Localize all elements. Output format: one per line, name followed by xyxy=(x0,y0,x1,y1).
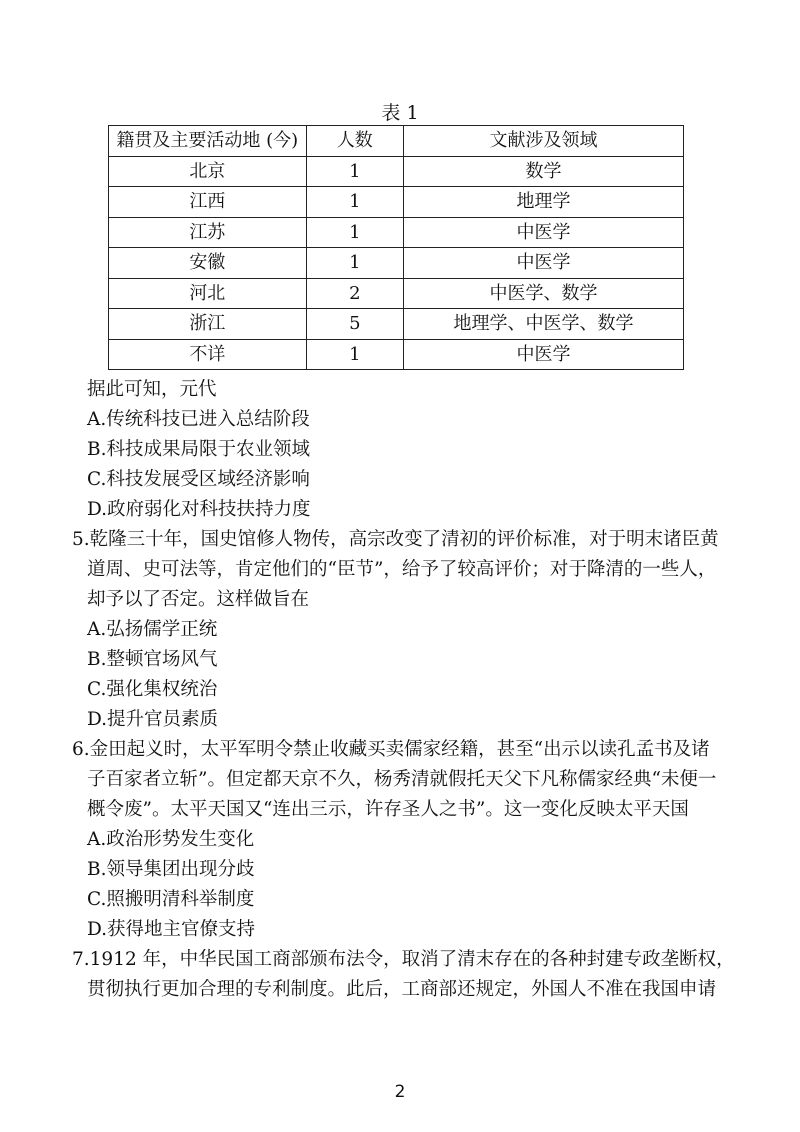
table-row xyxy=(109,217,684,248)
q5-stem-line: 却予以了否定。这样做旨在 xyxy=(87,589,310,610)
table-cell: 中医学 xyxy=(403,217,683,248)
table-cell: 1 xyxy=(306,339,403,370)
q7-stem-line: 贯彻执行更加合理的专利制度。此后，工商部还规定，外国人不准在我国申请 xyxy=(87,979,717,1000)
q6-stem-line: 概令废”。太平天国又“连出三示，许存圣人之书”。这一变化反映太平天国 xyxy=(87,799,689,820)
table-cell: 中医学、数学 xyxy=(403,278,683,309)
table-cell: 安徽 xyxy=(109,248,307,279)
table-row xyxy=(109,278,684,309)
table-row xyxy=(109,156,684,187)
table-cell: 江苏 xyxy=(109,217,307,248)
table-cell: 数学 xyxy=(403,156,683,187)
table-header-cell: 人数 xyxy=(306,126,403,157)
q6-stem-line: 6.金田起义时，太平军明令禁止收藏买卖儒家经籍，甚至“出示以读孔孟书及诸 xyxy=(72,739,710,760)
table-row xyxy=(109,187,684,218)
table-cell: 江西 xyxy=(109,187,307,218)
data-table xyxy=(108,125,684,370)
q6-option-d: D.获得地主官僚支持 xyxy=(87,919,256,940)
q4-option-c: C.科技发展受区域经济影响 xyxy=(87,469,310,490)
table-header-cell: 文献涉及领域 xyxy=(403,126,683,157)
table-cell: 1 xyxy=(306,156,403,187)
table-cell: 地理学 xyxy=(403,187,683,218)
q4-option-b: B.科技成果局限于农业领域 xyxy=(87,439,310,460)
table-header-cell: 籍贯及主要活动地 (今) xyxy=(109,126,307,157)
page-number: 2 xyxy=(394,1082,406,1102)
table-row xyxy=(109,339,684,370)
table-cell: 5 xyxy=(306,309,403,340)
q5-option-c: C.强化集权统治 xyxy=(87,679,218,700)
table-caption: 表 1 xyxy=(381,102,419,124)
table-cell: 1 xyxy=(306,248,403,279)
table-cell: 1 xyxy=(306,187,403,218)
q4-option-a: A.传统科技已进入总结阶段 xyxy=(87,409,310,430)
table-row xyxy=(109,309,684,340)
table-row xyxy=(109,248,684,279)
q6-option-c: C.照搬明清科举制度 xyxy=(87,889,255,910)
q5-stem-line: 5.乾隆三十年，国史馆修人物传，高宗改变了清初的评价标准，对于明末诸臣黄 xyxy=(72,529,719,550)
table-cell: 不详 xyxy=(109,339,307,370)
table-cell: 2 xyxy=(306,278,403,309)
q4-option-d: D.政府弱化对科技扶持力度 xyxy=(87,499,311,520)
table-cell: 1 xyxy=(306,217,403,248)
table-cell: 地理学、中医学、数学 xyxy=(403,309,683,340)
table-cell: 浙江 xyxy=(109,309,307,340)
table-cell: 中医学 xyxy=(403,248,683,279)
table-header-row xyxy=(109,126,684,157)
q4-stem: 据此可知，元代 xyxy=(87,379,217,400)
q6-option-a: A.政治形势发生变化 xyxy=(87,829,255,850)
q6-stem-line: 子百家者立斩”。但定都天京不久，杨秀清就假托天父下凡称儒家经典“未便一 xyxy=(87,769,717,790)
q5-option-d: D.提升官员素质 xyxy=(87,709,219,730)
question-content xyxy=(72,375,752,1005)
table-cell: 河北 xyxy=(109,278,307,309)
table-cell: 中医学 xyxy=(403,339,683,370)
q6-option-b: B.领导集团出现分歧 xyxy=(87,859,255,880)
q5-option-a: A.弘扬儒学正统 xyxy=(87,619,218,640)
q7-stem-line: 7.1912 年，中华民国工商部颁布法令，取消了清末存在的各种封建专政垄断权， xyxy=(72,949,735,970)
q5-option-b: B.整顿官场风气 xyxy=(87,649,218,670)
q5-stem-line: 道周、史可法等，肯定他们的“臣节”，给予了较高评价；对于降清的一些人， xyxy=(87,559,717,580)
table-cell: 北京 xyxy=(109,156,307,187)
